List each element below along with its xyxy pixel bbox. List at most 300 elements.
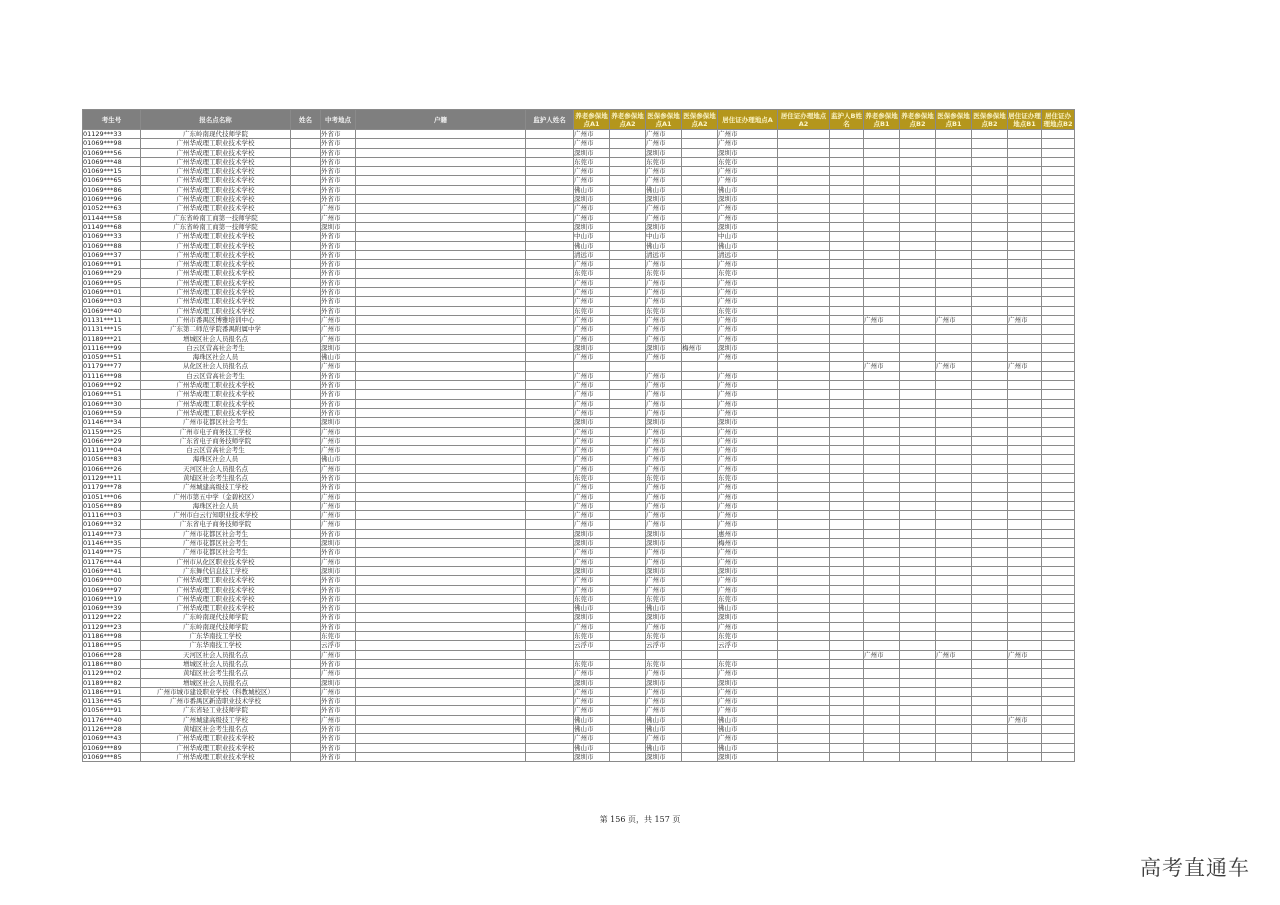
table-cell: 外省市 — [321, 269, 356, 278]
table-cell: 01069***01 — [83, 288, 141, 297]
table-cell: 广州市 — [864, 315, 900, 324]
table-cell — [972, 576, 1008, 585]
table-cell — [356, 743, 526, 752]
table-cell — [900, 483, 936, 492]
table-cell: 广州市 — [574, 213, 610, 222]
table-cell — [610, 669, 646, 678]
table-cell — [291, 362, 321, 371]
table-cell — [936, 148, 972, 157]
table-row — [83, 492, 1075, 501]
table-cell — [1008, 418, 1042, 427]
table-cell — [356, 669, 526, 678]
table-cell: 01052***63 — [83, 204, 141, 213]
table-cell — [972, 511, 1008, 520]
table-body — [83, 130, 1075, 762]
table-cell — [936, 260, 972, 269]
table-cell: 外省市 — [321, 278, 356, 287]
table-cell — [830, 548, 864, 557]
table-cell: 佛山市 — [574, 241, 610, 250]
table-cell — [830, 539, 864, 548]
table-cell — [682, 213, 718, 222]
table-cell: 广东省岭南工商第一技师学院 — [141, 222, 291, 231]
table-cell — [682, 455, 718, 464]
table-cell — [1042, 622, 1075, 631]
table-cell: 广州市 — [574, 325, 610, 334]
table-cell — [1008, 446, 1042, 455]
table-cell — [1008, 539, 1042, 548]
table-cell — [972, 325, 1008, 334]
table-cell: 广州市 — [574, 399, 610, 408]
table-cell — [526, 678, 574, 687]
table-cell — [291, 566, 321, 575]
table-cell — [526, 473, 574, 482]
table-cell: 佛山市 — [574, 185, 610, 194]
table-cell — [864, 278, 900, 287]
table-cell: 广州华成理工职业技术学校 — [141, 390, 291, 399]
table-cell — [356, 325, 526, 334]
table-cell: 广州市 — [574, 297, 610, 306]
table-cell — [778, 520, 830, 529]
table-cell — [526, 566, 574, 575]
table-cell — [1042, 418, 1075, 427]
table-cell — [864, 557, 900, 566]
table-cell — [291, 539, 321, 548]
table-cell: 广州市 — [646, 622, 682, 631]
table-cell: 广州市 — [646, 446, 682, 455]
table-cell — [936, 325, 972, 334]
table-cell — [778, 743, 830, 752]
table-cell: 01129***23 — [83, 622, 141, 631]
table-cell — [1008, 167, 1042, 176]
table-cell — [864, 241, 900, 250]
table-cell: 佛山市 — [574, 725, 610, 734]
table-cell — [864, 306, 900, 315]
table-cell — [936, 297, 972, 306]
table-cell — [291, 157, 321, 166]
table-cell — [1008, 222, 1042, 231]
table-cell: 佛山市 — [646, 743, 682, 752]
table-cell — [682, 539, 718, 548]
table-cell — [864, 706, 900, 715]
table-cell — [574, 362, 610, 371]
table-row — [83, 157, 1075, 166]
table-cell: 外省市 — [321, 139, 356, 148]
table-cell — [830, 185, 864, 194]
table-cell — [900, 464, 936, 473]
table-cell: 广州市 — [1008, 362, 1042, 371]
table-cell — [682, 185, 718, 194]
table-cell: 01176***40 — [83, 715, 141, 724]
table-cell: 广州市 — [646, 455, 682, 464]
table-cell — [682, 557, 718, 566]
table-cell — [778, 650, 830, 659]
table-cell — [1008, 269, 1042, 278]
table-cell: 01069***15 — [83, 167, 141, 176]
table-cell — [291, 148, 321, 157]
table-cell: 广州市番禺区博雅培训中心 — [141, 315, 291, 324]
table-cell: 深圳市 — [321, 343, 356, 352]
column-header: 户籍 — [356, 110, 526, 130]
table-cell: 深圳市 — [574, 529, 610, 538]
table-cell: 增城区社会人员报名点 — [141, 678, 291, 687]
table-cell — [900, 390, 936, 399]
table-cell: 01056***91 — [83, 706, 141, 715]
table-cell: 广州市 — [718, 483, 778, 492]
table-cell — [356, 455, 526, 464]
column-header: 养老参保地点B2 — [901, 111, 934, 128]
table-cell — [936, 539, 972, 548]
table-row — [83, 650, 1075, 659]
table-cell — [1042, 529, 1075, 538]
table-cell: 01116***98 — [83, 371, 141, 380]
table-row — [83, 446, 1075, 455]
table-cell — [356, 687, 526, 696]
table-cell — [972, 492, 1008, 501]
table-cell: 外省市 — [321, 381, 356, 390]
table-cell — [1042, 678, 1075, 687]
table-cell — [900, 752, 936, 761]
table-cell: 外省市 — [321, 483, 356, 492]
table-cell — [864, 464, 900, 473]
table-cell: 佛山市 — [718, 715, 778, 724]
table-cell: 广州市 — [718, 734, 778, 743]
table-cell — [1042, 594, 1075, 603]
table-cell — [936, 473, 972, 482]
table-cell — [1042, 539, 1075, 548]
table-cell — [900, 232, 936, 241]
table-cell — [972, 557, 1008, 566]
table-row — [83, 204, 1075, 213]
table-cell — [972, 455, 1008, 464]
table-cell — [936, 241, 972, 250]
table-cell — [778, 594, 830, 603]
table-cell: 01129***33 — [83, 130, 141, 139]
table-cell — [900, 288, 936, 297]
table-cell: 白云区营高社会考生 — [141, 343, 291, 352]
table-cell — [1008, 492, 1042, 501]
table-cell: 深圳市 — [646, 418, 682, 427]
table-cell — [610, 697, 646, 706]
table-cell — [864, 176, 900, 185]
table-cell — [682, 604, 718, 613]
table-row — [83, 455, 1075, 464]
table-cell: 广州华成理工职业技术学校 — [141, 604, 291, 613]
table-cell — [778, 436, 830, 445]
table-cell — [864, 139, 900, 148]
table-cell — [900, 566, 936, 575]
column-header: 医保参保地点A2 — [683, 111, 716, 128]
table-cell: 广州市 — [718, 511, 778, 520]
table-cell — [900, 381, 936, 390]
table-cell — [830, 130, 864, 139]
table-cell — [972, 446, 1008, 455]
table-cell — [778, 752, 830, 761]
table-cell — [356, 148, 526, 157]
table-cell — [682, 288, 718, 297]
table-cell — [526, 557, 574, 566]
table-cell — [936, 622, 972, 631]
table-cell — [291, 139, 321, 148]
table-cell — [972, 483, 1008, 492]
table-cell: 广州市 — [718, 492, 778, 501]
table-cell — [526, 148, 574, 157]
table-cell — [778, 343, 830, 352]
table-cell — [291, 241, 321, 250]
table-cell: 广州市 — [321, 204, 356, 213]
table-cell — [972, 632, 1008, 641]
table-cell — [1042, 501, 1075, 510]
table-cell — [778, 148, 830, 157]
table-cell: 广州市电子商务技工学校 — [141, 427, 291, 436]
table-row — [83, 362, 1075, 371]
table-cell: 中山市 — [646, 232, 682, 241]
table-cell: 广州市 — [321, 446, 356, 455]
table-cell — [778, 157, 830, 166]
table-cell — [526, 306, 574, 315]
table-cell — [356, 157, 526, 166]
table-row — [83, 130, 1075, 139]
table-cell: 深圳市 — [574, 613, 610, 622]
table-cell — [1042, 511, 1075, 520]
table-cell: 东莞市 — [646, 659, 682, 668]
table-cell — [526, 371, 574, 380]
table-cell — [291, 529, 321, 538]
table-cell: 广州华成理工职业技术学校 — [141, 269, 291, 278]
table-cell — [1042, 269, 1075, 278]
table-cell — [864, 381, 900, 390]
table-cell — [526, 659, 574, 668]
table-cell: 惠州市 — [718, 529, 778, 538]
table-cell: 广州市 — [718, 204, 778, 213]
table-cell — [830, 678, 864, 687]
table-cell — [936, 752, 972, 761]
table-cell: 广州市 — [321, 464, 356, 473]
table-cell — [778, 325, 830, 334]
table-cell — [682, 641, 718, 650]
table-cell: 广州市 — [718, 408, 778, 417]
table-cell — [574, 650, 610, 659]
table-cell — [682, 492, 718, 501]
table-cell: 天河区社会人员报名点 — [141, 464, 291, 473]
table-row — [83, 641, 1075, 650]
table-cell — [682, 436, 718, 445]
table-cell: 广州市 — [646, 520, 682, 529]
table-cell — [526, 195, 574, 204]
table-cell — [526, 185, 574, 194]
table-cell: 东莞市 — [574, 594, 610, 603]
table-cell — [291, 492, 321, 501]
table-cell: 东莞市 — [718, 632, 778, 641]
table-cell: 01051***06 — [83, 492, 141, 501]
table-cell — [291, 650, 321, 659]
table-cell — [1042, 315, 1075, 324]
table-cell — [291, 752, 321, 761]
table-cell: 广州华成理工职业技术学校 — [141, 594, 291, 603]
table-row — [83, 697, 1075, 706]
table-cell — [682, 297, 718, 306]
table-cell — [830, 362, 864, 371]
table-row — [83, 334, 1075, 343]
table-cell — [526, 529, 574, 538]
table-cell — [972, 250, 1008, 259]
table-cell — [778, 306, 830, 315]
table-cell — [356, 213, 526, 222]
table-cell — [291, 306, 321, 315]
table-row — [83, 511, 1075, 520]
table-cell — [900, 250, 936, 259]
table-cell: 东莞市 — [574, 306, 610, 315]
table-cell — [864, 669, 900, 678]
table-cell — [864, 130, 900, 139]
table-cell — [936, 390, 972, 399]
column-header: 居住证办理地点B1 — [1008, 111, 1041, 128]
table-cell — [1008, 669, 1042, 678]
table-cell: 广州市 — [321, 362, 356, 371]
table-cell — [972, 641, 1008, 650]
table-cell — [356, 566, 526, 575]
table-cell — [291, 473, 321, 482]
table-cell: 广州华成理工职业技术学校 — [141, 241, 291, 250]
table-cell: 广东省电子商务技师学院 — [141, 520, 291, 529]
table-cell — [778, 706, 830, 715]
table-row — [83, 687, 1075, 696]
table-cell — [778, 353, 830, 362]
table-cell — [830, 734, 864, 743]
table-cell — [356, 446, 526, 455]
table-cell: 广州市 — [574, 464, 610, 473]
table-cell — [864, 148, 900, 157]
table-row — [83, 659, 1075, 668]
table-cell — [778, 381, 830, 390]
table-cell: 广州市 — [718, 130, 778, 139]
table-cell — [864, 678, 900, 687]
table-cell: 广州华成理工职业技术学校 — [141, 167, 291, 176]
table-cell — [864, 604, 900, 613]
table-cell — [610, 334, 646, 343]
table-cell — [356, 288, 526, 297]
table-cell: 广州市 — [574, 334, 610, 343]
table-cell — [830, 725, 864, 734]
table-cell — [972, 130, 1008, 139]
table-cell: 广州华成理工职业技术学校 — [141, 232, 291, 241]
table-cell — [900, 176, 936, 185]
table-cell — [972, 529, 1008, 538]
table-cell: 广州市 — [574, 204, 610, 213]
table-cell: 01069***88 — [83, 241, 141, 250]
table-cell — [682, 390, 718, 399]
table-cell — [1042, 232, 1075, 241]
table-cell: 广州城建高级技工学校 — [141, 715, 291, 724]
table-cell — [900, 306, 936, 315]
table-cell — [900, 697, 936, 706]
table-cell: 广州市 — [321, 520, 356, 529]
table-cell — [356, 176, 526, 185]
table-cell — [864, 492, 900, 501]
table-cell — [900, 715, 936, 724]
column-header: 养老参保地点A2 — [611, 111, 644, 128]
table-cell: 白云区营高社会考生 — [141, 446, 291, 455]
table-cell — [610, 632, 646, 641]
table-cell: 广州市第五中学（金碧校区） — [141, 492, 291, 501]
table-cell — [1042, 548, 1075, 557]
table-cell — [610, 325, 646, 334]
table-cell: 广东省岭南工商第一技师学院 — [141, 213, 291, 222]
table-cell: 海珠区社会人员 — [141, 353, 291, 362]
table-row — [83, 585, 1075, 594]
table-cell: 广州市 — [718, 446, 778, 455]
table-cell — [900, 659, 936, 668]
table-cell — [778, 557, 830, 566]
table-cell — [864, 185, 900, 194]
table-cell — [526, 269, 574, 278]
table-row — [83, 539, 1075, 548]
table-cell: 广州市 — [646, 204, 682, 213]
table-cell — [1042, 436, 1075, 445]
table-cell: 01069***33 — [83, 232, 141, 241]
table-cell: 佛山市 — [718, 725, 778, 734]
table-cell: 广州市 — [321, 334, 356, 343]
table-cell — [291, 213, 321, 222]
table-cell — [778, 492, 830, 501]
table-cell: 广州市 — [718, 455, 778, 464]
table-cell: 清远市 — [646, 250, 682, 259]
table-cell: 01066***29 — [83, 436, 141, 445]
table-cell — [682, 148, 718, 157]
table-cell: 广州市 — [646, 167, 682, 176]
table-cell — [610, 157, 646, 166]
table-cell — [291, 511, 321, 520]
table-cell — [1042, 399, 1075, 408]
table-cell — [1042, 130, 1075, 139]
table-cell — [972, 334, 1008, 343]
table-cell: 深圳市 — [574, 343, 610, 352]
table-cell — [1008, 483, 1042, 492]
table-cell — [972, 436, 1008, 445]
table-cell — [900, 446, 936, 455]
table-cell — [356, 278, 526, 287]
table-cell: 广州市 — [574, 278, 610, 287]
table-cell — [936, 427, 972, 436]
table-row — [83, 176, 1075, 185]
table-cell — [1042, 288, 1075, 297]
table-cell — [778, 139, 830, 148]
table-cell — [682, 520, 718, 529]
table-cell — [972, 288, 1008, 297]
table-cell: 广州市 — [718, 436, 778, 445]
table-cell — [972, 715, 1008, 724]
table-cell — [936, 195, 972, 204]
table-cell — [900, 669, 936, 678]
table-cell — [610, 436, 646, 445]
table-cell — [778, 427, 830, 436]
table-cell — [1008, 390, 1042, 399]
table-cell — [1042, 204, 1075, 213]
table-cell — [1042, 278, 1075, 287]
table-cell: 佛山市 — [718, 241, 778, 250]
table-cell: 广州市城市建设职业学校（科教城校区） — [141, 687, 291, 696]
table-cell — [972, 725, 1008, 734]
table-cell — [936, 687, 972, 696]
table-cell: 广州市 — [321, 650, 356, 659]
table-cell: 云浮市 — [574, 641, 610, 650]
table-cell: 广州市 — [718, 399, 778, 408]
table-cell — [778, 464, 830, 473]
table-cell — [718, 650, 778, 659]
table-cell — [1008, 176, 1042, 185]
table-cell: 01069***40 — [83, 306, 141, 315]
table-cell: 深圳市 — [718, 752, 778, 761]
table-cell — [830, 529, 864, 538]
